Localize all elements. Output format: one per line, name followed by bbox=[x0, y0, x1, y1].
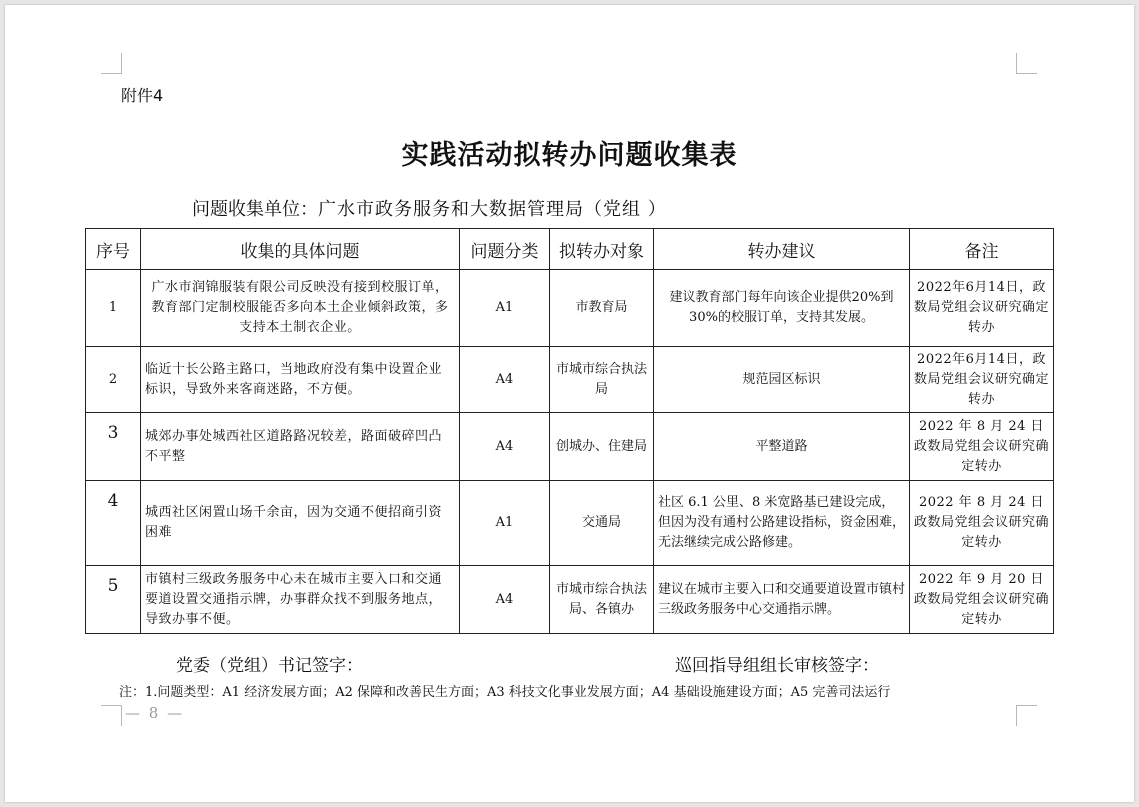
table-row bbox=[86, 270, 1054, 347]
issue-table bbox=[85, 228, 1054, 634]
row-suggestion: 规范园区标识 bbox=[654, 347, 910, 413]
row-target: 市城市综合执法局 bbox=[550, 347, 654, 413]
row-target: 市教育局 bbox=[550, 270, 654, 347]
collection-unit-label: 问题收集单位： bbox=[192, 199, 318, 220]
inspection-leader-signature: 巡回指导组组长审核签字： bbox=[675, 656, 879, 676]
header-target: 拟转办对象 bbox=[550, 229, 654, 270]
row-category: A4 bbox=[460, 413, 550, 481]
collection-unit bbox=[192, 195, 667, 221]
row-issue: 临近十长公路主路口，当地政府没有集中设置企业标识，导致外来客商迷路，不方便。 bbox=[141, 347, 460, 413]
crop-mark-top-left bbox=[101, 53, 122, 74]
crop-mark-top-right bbox=[1016, 53, 1037, 74]
table-header-row bbox=[86, 229, 1054, 270]
row-category: A4 bbox=[460, 347, 550, 413]
row-seq: 3 bbox=[86, 413, 141, 481]
header-seq: 序号 bbox=[86, 229, 141, 270]
row-suggestion: 建议在城市主要入口和交通要道设置市镇村三级政务服务中心交通指示牌。 bbox=[654, 566, 910, 634]
row-issue: 城郊办事处城西社区道路路况较差，路面破碎凹凸不平整 bbox=[141, 413, 460, 481]
row-issue: 广水市润锦服装有限公司反映没有接到校服订单，教育部门定制校服能否多向本土企业倾斜政策，多支持本土制衣企业。 bbox=[141, 270, 460, 347]
party-secretary-signature: 党委（党组）书记签字： bbox=[176, 656, 363, 676]
row-issue: 城西社区闲置山场千余亩，因为交通不便招商引资困难 bbox=[141, 481, 460, 566]
document-title: 实践活动拟转办问题收集表 bbox=[401, 140, 738, 171]
header-category: 问题分类 bbox=[460, 229, 550, 270]
row-suggestion: 平整道路 bbox=[654, 413, 910, 481]
row-seq: 5 bbox=[86, 566, 141, 634]
table-row bbox=[86, 413, 1054, 481]
header-issue: 收集的具体问题 bbox=[141, 229, 460, 270]
row-note: 2022 年 9 月 20 日政数局党组会议研究确定转办 bbox=[910, 566, 1054, 634]
row-note: 2022 年 8 月 24 日政数局党组会议研究确定转办 bbox=[910, 413, 1054, 481]
page-number: — 8 — bbox=[125, 704, 185, 722]
footnote: 注：1.问题类型：A1 经济发展方面；A2 保障和改善民生方面；A3 科技文化事业发展方面；A4 基础设施建设方面；A5 完善司法运行 bbox=[119, 685, 891, 700]
row-category: A1 bbox=[460, 481, 550, 566]
header-suggestion: 转办建议 bbox=[654, 229, 910, 270]
row-target: 市城市综合执法局、各镇办 bbox=[550, 566, 654, 634]
row-note: 2022年6月14日，政数局党组会议研究确定转办 bbox=[910, 270, 1054, 347]
row-seq: 4 bbox=[86, 481, 141, 566]
table-row bbox=[86, 481, 1054, 566]
collection-unit-value: 广水市政务服务和大数据管理局（党组 ） bbox=[318, 199, 667, 220]
row-seq: 2 bbox=[86, 347, 141, 413]
row-suggestion: 建议教育部门每年向该企业提供20%到 30%的校服订单，支持其发展。 bbox=[654, 270, 910, 347]
table-row bbox=[86, 566, 1054, 634]
row-seq: 1 bbox=[86, 270, 141, 347]
row-category: A1 bbox=[460, 270, 550, 347]
header-note: 备注 bbox=[910, 229, 1054, 270]
crop-mark-bottom-left bbox=[101, 705, 122, 726]
row-category: A4 bbox=[460, 566, 550, 634]
row-note: 2022 年 8 月 24 日政数局党组会议研究确定转办 bbox=[910, 481, 1054, 566]
row-issue: 市镇村三级政务服务中心未在城市主要入口和交通要道设置交通指示牌，办事群众找不到服务地点，导致办事不便。 bbox=[141, 566, 460, 634]
attachment-label: 附件4 bbox=[121, 86, 164, 105]
row-suggestion: 社区 6.1 公里、8 米宽路基已建设完成，但因为没有通村公路建设指标，资金困难，无法继续完成公路修建。 bbox=[654, 481, 910, 566]
row-note: 2022年6月14日，政数局党组会议研究确定转办 bbox=[910, 347, 1054, 413]
crop-mark-bottom-right bbox=[1016, 705, 1037, 726]
document-page bbox=[5, 5, 1134, 802]
row-target: 创城办、住建局 bbox=[550, 413, 654, 481]
table-row bbox=[86, 347, 1054, 413]
row-target: 交通局 bbox=[550, 481, 654, 566]
